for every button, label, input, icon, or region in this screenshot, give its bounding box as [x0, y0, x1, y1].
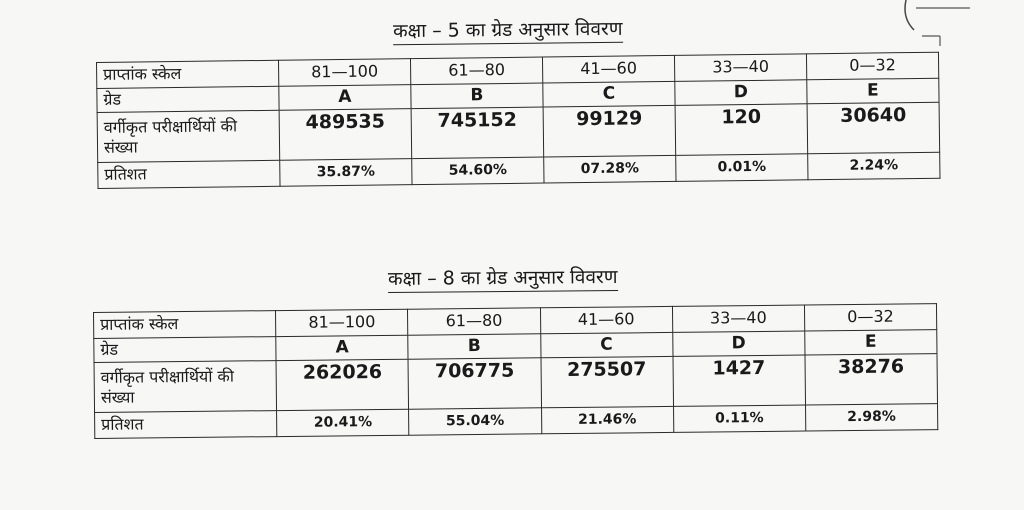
grade-cell: E: [805, 330, 937, 355]
count-cell: 120: [675, 104, 808, 156]
table-row: [94, 354, 937, 413]
scale-cell: 33—40: [674, 54, 806, 82]
percent-cell: 55.04%: [409, 408, 541, 435]
row-label-count: वर्गीकृत परीक्षार्थियों की संख्या: [97, 110, 280, 162]
scale-cell: 41—60: [540, 306, 672, 333]
row-label-grade: ग्रेड: [94, 337, 276, 363]
percent-cell: 2.98%: [805, 404, 937, 431]
grade-cell: D: [675, 80, 807, 106]
grade-cell: A: [276, 335, 408, 360]
scale-cell: 0—32: [804, 304, 936, 331]
row-label-grade: ग्रेड: [97, 86, 279, 112]
grade-cell: A: [279, 85, 411, 111]
count-cell: 745152: [411, 107, 544, 159]
percent-cell: 0.11%: [673, 405, 805, 432]
row-label-count: वर्गीकृत परीक्षार्थियों की संख्या: [94, 361, 277, 413]
count-cell: 262026: [276, 359, 409, 410]
count-cell: 30640: [807, 102, 940, 154]
grade-cell: C: [543, 81, 675, 107]
row-label-scale: प्राप्तांक स्केल: [97, 60, 279, 88]
percent-cell: 20.41%: [277, 409, 409, 436]
count-cell: 275507: [541, 356, 674, 407]
class8-grade-table: [93, 303, 938, 439]
grade-cell: B: [408, 334, 540, 359]
class5-title: कक्षा – 5 का ग्रेड अनुसार विवरण: [393, 15, 623, 45]
grade-cell: C: [540, 332, 672, 357]
scale-cell: 33—40: [672, 305, 804, 332]
percent-cell: 54.60%: [412, 157, 544, 185]
class8-title: कक्षा – 8 का ग्रेड अनुसार विवरण: [388, 263, 618, 293]
row-label-scale: प्राप्तांक स्केल: [94, 311, 276, 339]
count-cell: 99129: [543, 105, 676, 157]
grade-cell: D: [672, 331, 804, 356]
scale-cell: 81—100: [278, 59, 410, 87]
scale-cell: 81—100: [276, 309, 408, 336]
grade-cell: E: [807, 78, 939, 104]
row-label-percent: प्रतिशत: [98, 160, 280, 188]
grade-cell: B: [411, 83, 543, 109]
percent-cell: 0.01%: [676, 154, 808, 182]
scale-cell: 61—80: [408, 308, 540, 335]
page-corner-mark: [900, 0, 1024, 50]
percent-cell: 07.28%: [544, 155, 676, 183]
scale-cell: 41—60: [542, 55, 674, 83]
count-cell: 38276: [805, 354, 938, 405]
scale-cell: 0—32: [806, 52, 938, 80]
row-label-percent: प्रतिशत: [95, 411, 277, 439]
class5-grade-table: [96, 52, 940, 189]
percent-cell: 21.46%: [541, 406, 673, 433]
count-cell: 1427: [673, 355, 806, 406]
percent-cell: 2.24%: [808, 152, 940, 180]
scale-cell: 61—80: [410, 57, 542, 85]
count-cell: 706775: [408, 358, 541, 409]
count-cell: 489535: [279, 109, 412, 161]
percent-cell: 35.87%: [280, 159, 412, 187]
